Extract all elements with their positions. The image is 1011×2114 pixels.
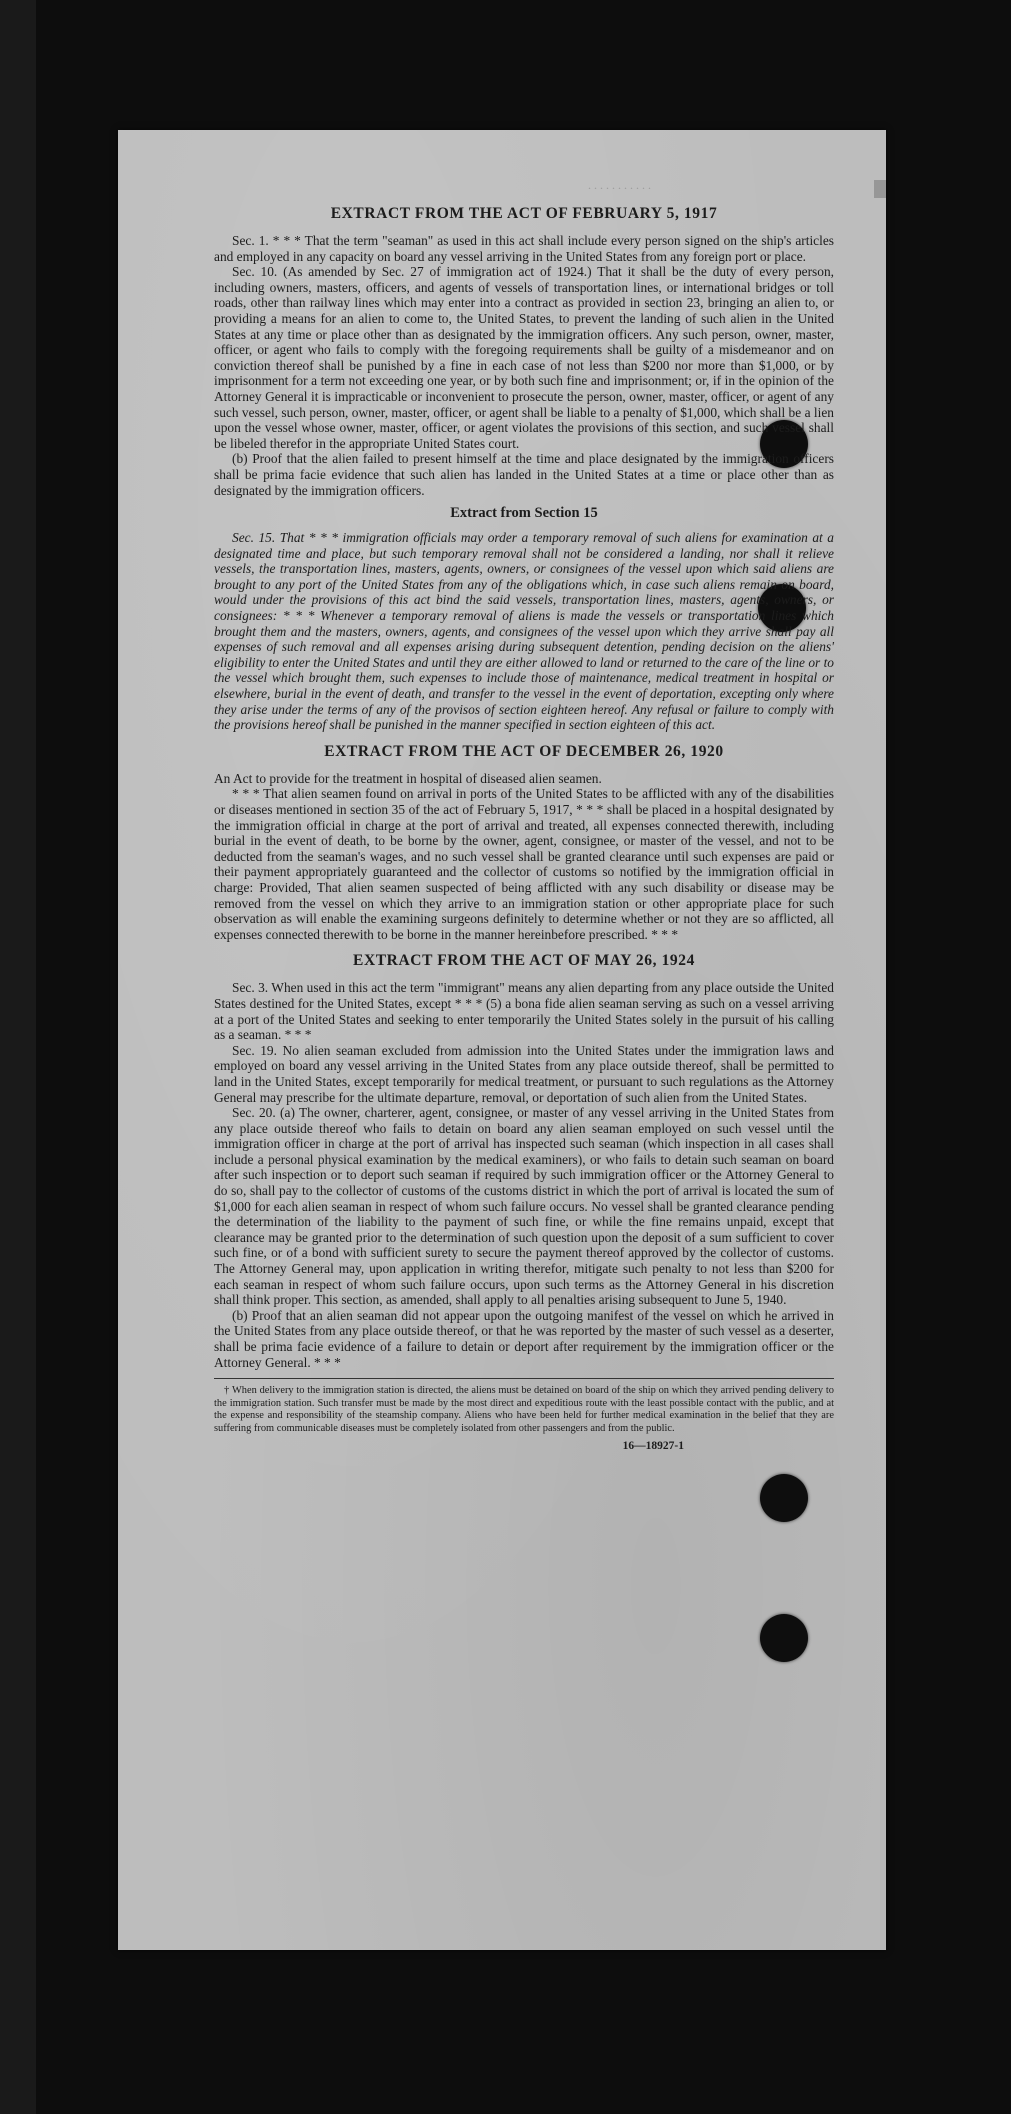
document-page (118, 130, 886, 1950)
paragraph: Sec. 20. (a) The owner, charterer, agent, consignee, or master of any vessel arriving in the United States from any place outside thereof who fails to detain on board any alien seaman employed on such vessel until the immigration officer in charge at the port of arrival has inspected such seaman (which inspection in all cases shall include a personal physical examination by the medical examiners), or who fails to detain such seaman on board after such inspection or to deport such seaman if required by such immigration officer or the Attorney General to do so, shall pay to the collector of customs of the customs district in which the port of arrival is located the sum of $1,000 for each alien seaman in respect of whom such failure occurs. No vessel shall be granted clearance pending the determination of the liability to the payment of such fine, or while the fine remains unpaid, except that clearance may be granted prior to the determination of such question upon the deposit of a sum sufficient to cover such fine, or of a bond with sufficient surety to secure the payment thereof approved by the collector of customs. The Attorney General may, upon application in writing therefor, mitigate such penalty to not less than $200 for each seaman in respect of whom such failure occurs, upon such terms as the Attorney General in his discretion shall think proper. This section, as amended, shall apply to all penalties arising subsequent to June 5, 1940. (214, 1105, 834, 1308)
paragraph: Sec. 15. That * * * immigration officials may order a temporary removal of such aliens for examination at a designated time and place, but such temporary removal shall not be considered a landing, nor shall it relieve vessels, the transportation lines, masters, agents, owners, or consignees of the vessel upon which said aliens are brought to any port of the United States from any of the obligations which, in case such aliens remain on board, would under the provisions of this act bind the said vessels, transportation lines, masters, agents, owners, or consignees: * * * Whenever a temporary removal of aliens is made the vessels or transportation lines which brought them and the masters, owners, agents, and consignees of the vessel upon which they arrive shall pay all expenses of such removal and all expenses arising during subsequent detention, pending decision on the aliens' eligibility to enter the United States and until they are either allowed to land or returned to the care of the line or to the vessel which brought them, such expenses to include those of maintenance, medical treatment in hospital or elsewhere, burial in the event of death, and transfer to the vessel in the event of deportation, excepting only where they arise under the terms of any of the provisos of section eighteen hereof. Any refusal or failure to comply with the provisions hereof shall be punished in the manner specified in section eighteen of this act. (214, 530, 834, 733)
section-act-1924 (214, 952, 834, 1370)
punch-hole (760, 1614, 808, 1662)
paragraph: Sec. 10. (As amended by Sec. 27 of immigration act of 1924.) That it shall be the duty of every person, including owners, masters, officers, and agents of vessels of transportation lines, or international bridges or toll roads, other than railway lines which may enter into a contract as provided in section 23, bringing an alien to, or providing a means for an alien to come to, the United States, to prevent the landing of such alien in the United States at any time or place other than as designated by the immigration officers. Any such person, owner, master, officer, or agent who fails to comply with the foregoing requirements shall be guilty of a misdemeanor and on conviction thereof shall be punished by a fine in each case of not less than $200 nor more than $1,000, or by imprisonment for a term not exceeding one year, or by both such fine and imprisonment; or, if in the opinion of the Attorney General it is impracticable or inconvenient to prosecute the person, owner, master, officer, or agent of any such vessel, such person, owner, master, officer, or agent shall be liable to a penalty of $1,000, which shall be a lien upon the vessel whose owner, master, officer, or agent violates the provisions of this section, and such vessel shall be libeled therefor in the appropriate United States court. (214, 264, 834, 451)
section-subheading: Extract from Section 15 (450, 505, 598, 522)
form-number: 16—18927-1 (622, 1439, 684, 1452)
section-heading: EXTRACT FROM THE ACT OF DECEMBER 26, 1920 (324, 742, 724, 760)
section-act-1917 (214, 205, 834, 498)
footnote: † When delivery to the immigration station is directed, the aliens must be detained on board of the ship on which they arrived pending delivery to the immigration station. Such transfer must be made by the most direct and expeditious route with the least possible contact with the public, and at the expense and responsibility of the steamship company. Aliens who have been held for further medical examination in the belief that they are suffering from communicable diseases must be completely isolated from other passengers and from the public. (214, 1385, 834, 1434)
paragraph: Sec. 19. No alien seaman excluded from admission into the United States under the immigration laws and employed on board any vessel arriving in the United States from any place outside thereof, shall be permitted to land in the United States, except temporarily for medical treatment, or pursuant to such regulations as the Attorney General may prescribe for the ultimate departure, removal, or deportation of such alien from the United States. (214, 1042, 834, 1105)
punch-hole (760, 1474, 808, 1522)
section-act-1920 (214, 743, 834, 943)
paragraph: (b) Proof that an alien seaman did not appear upon the outgoing manifest of the vessel on which he arrived in the United States from any place outside thereof, or that he was reported by the master of such vessel as a deserter, shall be prima facie evidence of a failure to detain or deport after requirement by the immigration officer or the Attorney General. * * * (214, 1307, 834, 1370)
paragraph: An Act to provide for the treatment in hospital of diseased alien seamen. (214, 770, 602, 786)
document-body (214, 205, 834, 1452)
section-heading: EXTRACT FROM THE ACT OF FEBRUARY 5, 1917 (330, 205, 718, 222)
section-extract-15 (214, 504, 834, 733)
paragraph: (b) Proof that the alien failed to present himself at the time and place designated by the immigration officers shall be prima facie evidence that such alien has landed in the United States at a time or place other than as designated by the immigration officers. (214, 451, 834, 498)
scan-border (0, 0, 36, 2114)
paragraph: Sec. 1. * * * That the term "seaman" as used in this act shall include every person signed on the ship's articles and employed in any capacity on board any vessel arriving in the United States from any foreign port or place. (214, 233, 834, 264)
paragraph: Sec. 3. When used in this act the term "immigrant" means any alien departing from any place outside the United States destined for the United States, except * * * (5) a bona fide alien seaman serving as such on a vessel arriving at a port of the United States and seeking to enter temporarily the United States solely in the pursuit of his calling as a seaman. * * * (214, 980, 834, 1043)
section-heading: EXTRACT FROM THE ACT OF MAY 26, 1924 (353, 952, 695, 970)
edge-mark (874, 180, 886, 198)
bleed-through-text: . . . . . . . . . . . (588, 178, 651, 192)
paragraph: * * * That alien seamen found on arrival in ports of the United States to be afflicted with any of the disabilities or diseases mentioned in section 35 of the act of February 5, 1917, * * * shall be placed in a hospital designated by the immigration official in charge at the port of arrival and treated, all expenses connected therewith, including burial in the event of death, to be borne by the owner, agent, consignee, or master of the vessel, and not to be deducted from the seaman's wages, and no such vessel shall be granted clearance until such expenses are paid or their payment appropriately guaranteed and the collector of customs so notified by the immigration official in charge: Provided, That alien seamen suspected of being afflicted with any such disability or disease may be removed from the vessel on which they arrive to an immigration station or other appropriate place for such observation as will enable the examining surgeons definitely to determine whether or not they are so afflicted, all expenses connected therewith to be borne in the manner hereinbefore prescribed. * * * (214, 786, 834, 942)
footnote-divider (214, 1378, 834, 1379)
